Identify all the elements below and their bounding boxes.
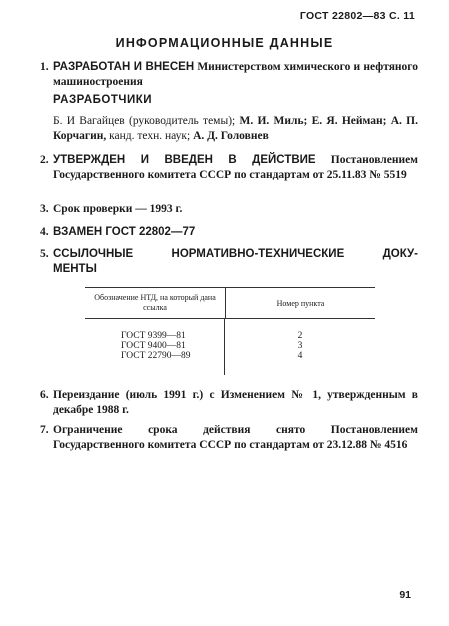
item-text: Постановлением Государственного комитета СССР по стандартам от 25.11.83 № 5519 bbox=[53, 154, 419, 181]
info-item-2 bbox=[40, 153, 418, 183]
developer-name: Б. И Вагайцев bbox=[53, 115, 125, 127]
table-header bbox=[85, 287, 375, 319]
item-label: УТВЕРЖДЕН И ВВЕДЕН В ДЕЙСТВИЕ bbox=[53, 154, 316, 166]
developer-role: (руководитель темы); bbox=[124, 115, 240, 127]
page-title: ИНФОРМАЦИОННЫЕ ДАННЫЕ bbox=[115, 36, 334, 50]
item-label-word: ДОКУ- bbox=[382, 248, 418, 260]
item-label-word: НОРМАТИВНО-ТЕХНИЧЕСКИЕ bbox=[171, 248, 345, 260]
column-header-document: Обозначение НТД, на который дана ссылка bbox=[85, 288, 226, 318]
developers-heading: РАЗРАБОТЧИКИ bbox=[53, 94, 152, 106]
item-number: 2. bbox=[40, 154, 49, 166]
table-row bbox=[85, 351, 375, 361]
cell-point: 2 bbox=[297, 331, 303, 341]
item-label: РАЗРАБОТАН И ВНЕСЕН bbox=[53, 61, 195, 73]
item-number: 3. bbox=[40, 203, 49, 215]
item-text: Переиздание (июль 1991 г.) с Изменением № 1, утвержденным в декабре 1988 г. bbox=[53, 389, 418, 416]
cell-point: 3 bbox=[297, 341, 303, 351]
developer-names: М. И. Миль; Е. Я. Нейман; А. П. Корчагин, bbox=[53, 115, 418, 142]
item-number: 1. bbox=[40, 61, 49, 73]
item-text: Ограничение срока действия снято Постановлением Государственного комитета СССР по стандартам от 23.12.88 № 4516 bbox=[53, 424, 418, 451]
item-number: 6. bbox=[40, 389, 49, 401]
page-number: 91 bbox=[399, 589, 411, 601]
info-item-3 bbox=[40, 202, 418, 217]
item-label: ВЗАМЕН ГОСТ 22802—77 bbox=[53, 226, 196, 238]
item-number: 4. bbox=[40, 226, 49, 238]
info-item-1 bbox=[40, 60, 418, 90]
item-text: Срок проверки — 1993 г. bbox=[53, 203, 183, 215]
document-header: ГОСТ 22802—83 С. 11 bbox=[299, 10, 415, 22]
table-row bbox=[85, 331, 375, 341]
info-item-6 bbox=[40, 388, 418, 418]
item-number: 5. bbox=[40, 248, 49, 260]
cell-document: ГОСТ 22790—89 bbox=[85, 351, 225, 361]
table-row bbox=[85, 341, 375, 351]
item-label-continuation: МЕНТЫ bbox=[53, 263, 97, 275]
item-text: Министерством химического и нефтяного машиностроения bbox=[53, 61, 418, 88]
developer-role: канд. техн. наук; bbox=[106, 130, 194, 142]
item-label-word: ССЫЛОЧНЫЕ bbox=[53, 248, 134, 260]
developer-name: А. Д. Головнев bbox=[193, 130, 269, 142]
developers-list bbox=[53, 114, 418, 144]
reference-table bbox=[85, 287, 375, 375]
item-number: 7. bbox=[40, 424, 49, 436]
cell-document: ГОСТ 9400—81 bbox=[85, 341, 225, 351]
info-item-5 bbox=[40, 247, 418, 277]
cell-document: ГОСТ 9399—81 bbox=[85, 331, 225, 341]
column-header-point: Номер пункта bbox=[276, 298, 325, 308]
cell-point: 4 bbox=[297, 351, 303, 361]
info-item-7 bbox=[40, 423, 418, 453]
info-item-4 bbox=[40, 225, 418, 240]
